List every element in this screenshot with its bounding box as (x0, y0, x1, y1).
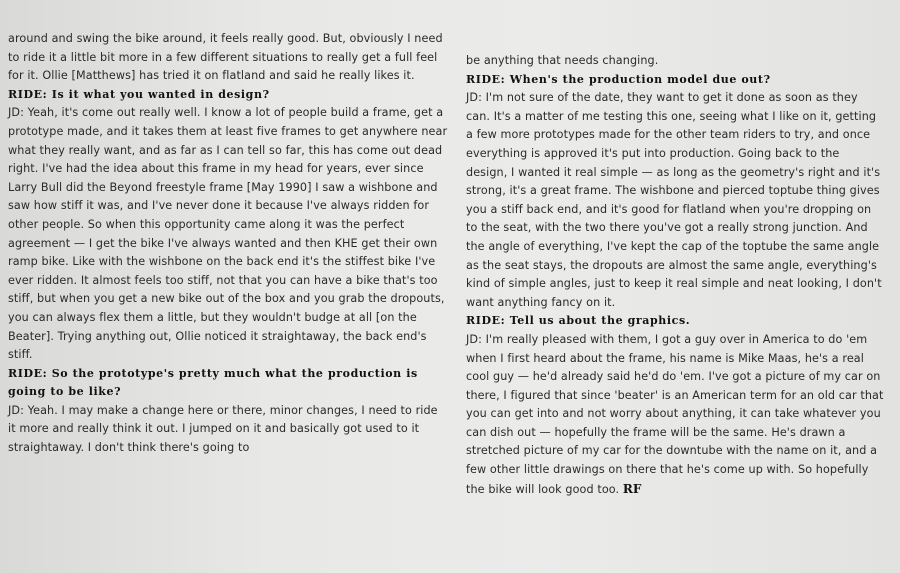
left-answer-1: JD: Yeah, it's come out really well. I know a lot of people build a frame, get a prototype made, and it takes them at least five frames to get anywhere near what they really want, and as far as I can tell so far, this has come out dead right. I've had the idea about this frame in my head for years, ever since Larry Bull did the Beyond freestyle frame [May 1990] I saw a wishbone and saw how stiff it was, and I've never done it because I've always ridden for other people. So when this opportunity came along it was the perfect agreement — I get the bike I've always wanted and then KHE get their own ramp bike. Like with the wishbone on the back end it's the stiffest bike I've ever ridden. It almost feels too stiff, not that you can have a bike that's too stiff, but when you get a new bike out of the box and you grab the dropouts, you can always flex them a little, but they wouldn't budge at all [on the Beater]. Trying anything out, Ollie noticed it straightaway, the back end's stiff. (8, 106, 448, 362)
right-paragraph-1: be anything that needs changing. (466, 54, 659, 67)
left-question-1: RIDE: Is it what you wanted in design? (8, 87, 270, 101)
left-answer-2: JD: Yeah. I may make a change here or there, minor changes, I need to ride it more and really think it out. I jumped on it and basically got used to it straightaway. I don't think there's going to (8, 403, 438, 455)
right-answer-2-text: JD: I'm really pleased with them, I got a guy over in America to do 'em when I first heard about the frame, his name is Mike Maas, he's a real cool guy — he'd already said he'd do 'em. I've got a picture of my car on there, I figured that since 'beater' is an American term for an old car that you can get into and not worry about anything, it can take whatever you can dish out — hopefully the frame will be the same. He's drawn a stretched picture of my car for the downtube with the name on it, and a few other little drawings on there that he's come up with. So hopefully the bike will look good too. (466, 332, 884, 496)
left-paragraph-1: around and swing the bike around, it feels really good. But, obviously I need to ride it a little bit more in a few different situations to really get a full feel for it. Ollie [Matthews] has tried it on flatland and said he really likes it. (8, 32, 443, 83)
end-mark: RF (622, 481, 642, 496)
right-question-1: RIDE: When's the production model due out? (466, 72, 771, 86)
right-column (466, 52, 884, 499)
left-column (8, 30, 448, 458)
right-question-2: RIDE: Tell us about the graphics. (466, 314, 691, 328)
right-answer-1: JD: I'm not sure of the date, they want to get it done as soon as they can. It's a matter of me testing this one, seeing what I like on it, getting a few more prototypes made for the other team riders to try, and once everything is approved it's put into production. Going back to the design, I wanted it real simple — as long as the geometry's right and it's strong, it's a great frame. The wishbone and pierced toptube thing gives you a stiff back end, and it's good for flatland when you're dropping on to the seat, with the two there you've got a really strong junction. And the angle of everything, I've kept the cap of the toptube the same angle as the seat stays, the dropouts are almost the same angle, everything's kind of simple angles, just to keep it real simple and neat looking, I don't want anything fancy on it. (466, 91, 882, 309)
left-question-2: RIDE: So the prototype's pretty much what the production is going to be like? (8, 366, 418, 399)
right-answer-2 (466, 331, 884, 499)
